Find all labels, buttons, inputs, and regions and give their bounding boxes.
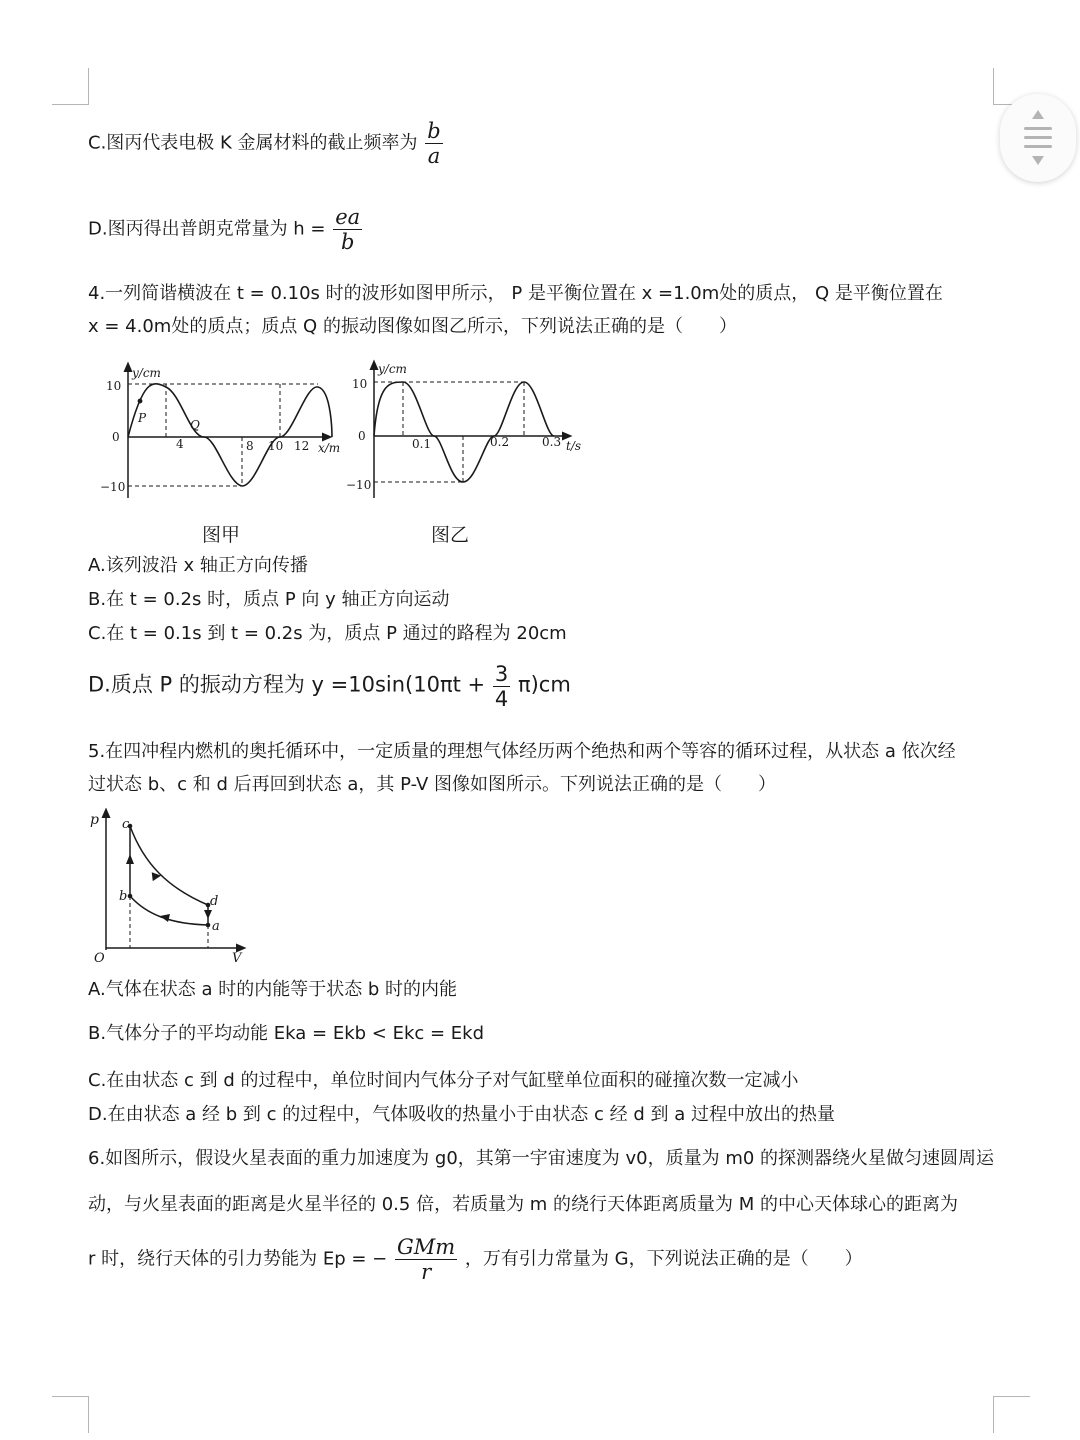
fraction-denominator: r [421, 1260, 432, 1285]
q3-option-d-text: D.图丙得出普朗克常量为 h = [88, 218, 326, 240]
point-p-label: P [138, 411, 147, 425]
q4-stem-line-2: x = 4.0m处的质点；质点 Q 的振动图像如图乙所示，下列说法正确的是（ ） [88, 316, 737, 337]
state-c-label: c [122, 817, 130, 832]
q4-option-d [88, 663, 571, 710]
y-tick-label: −10 [100, 480, 126, 494]
fraction-gmm-over-r [395, 1236, 457, 1283]
q3-option-c [88, 120, 445, 167]
y-tick-label: 0 [358, 429, 366, 443]
x-tick-label: 8 [246, 439, 254, 453]
arrow-left-icon [160, 914, 170, 922]
q3-option-d [88, 206, 364, 253]
q5-stem-line-1: 5.在四冲程内燃机的奥托循环中，一定质量的理想气体经历两个绝热和两个等容的循环过程，从状态 a 依次经 [88, 741, 956, 762]
fraction-denominator: b [341, 230, 355, 255]
fraction-3-over-4 [493, 663, 510, 710]
q4-stem-line-1: 4.一列简谐横波在 t = 0.10s 时的波形如图甲所示， P 是平衡位置在 x =1.0m处的质点， Q 是平衡位置在 [88, 283, 943, 304]
fraction-numerator: GMm [396, 1235, 456, 1259]
x-tick-label: 12 [294, 439, 310, 453]
x-axis-label: t/s [566, 439, 582, 453]
arrow-down-icon [204, 910, 212, 919]
x-axis-label: x/m [318, 441, 341, 455]
y-tick-label: 10 [106, 379, 122, 393]
p-axis-label: p [90, 812, 99, 828]
scroll-arrows-icon [1000, 94, 1076, 182]
q6-stem-line-3 [88, 1236, 863, 1283]
figure-caption-jia: 图甲 [202, 524, 241, 546]
vibration-curve [374, 382, 554, 482]
adiabatic-c-d [130, 826, 208, 905]
figure-caption-yi: 图乙 [431, 524, 470, 546]
q4-option-c: C.在 t = 0.1s 到 t = 0.2s 为，质点 P 通过的路程为 20cm [88, 623, 567, 644]
q4-option-a: A.该列波沿 x 轴正方向传播 [88, 555, 308, 576]
origin-label: O [94, 951, 105, 966]
q4-option-b: B.在 t = 0.2s 时，质点 P 向 y 轴正方向运动 [88, 589, 450, 610]
state-b-point [128, 894, 133, 899]
point-q-label: Q [190, 418, 200, 432]
vibration-graph-yi [346, 358, 586, 508]
q3-option-c-text: C.图丙代表电极 K 金属材料的截止频率为 [88, 132, 418, 154]
y-tick-label: 10 [352, 377, 368, 391]
fraction-denominator: a [427, 144, 441, 169]
arrow-up-icon [126, 854, 134, 864]
q5-option-a: A.气体在状态 a 时的内能等于状态 b 时的内能 [88, 979, 458, 1000]
wave-curve [128, 384, 332, 486]
q5-option-c: C.在由状态 c 到 d 的过程中，单位时间内气体分子对气缸壁单位面积的碰撞次数一定减小 [88, 1070, 799, 1091]
q5-option-d: D.在由状态 a 经 b 到 c 的过程中，气体吸收的热量小于由状态 c 经 d 到 a 过程中放出的热量 [88, 1104, 835, 1125]
q4-option-d-text: D.质点 P 的振动方程为 y =10sin(10πt + [88, 672, 486, 697]
state-d-label: d [210, 894, 219, 909]
y-tick-label: 0 [112, 430, 120, 444]
fraction-numerator: 3 [494, 662, 509, 686]
page-corner-bottom-left [52, 1396, 89, 1433]
point-p-marker [138, 399, 143, 404]
q6-stem-line-1: 6.如图所示，假设火星表面的重力加速度为 g0，其第一宇宙速度为 v0，质量为 m0 的探测器绕火星做匀速圆周运 [88, 1148, 995, 1169]
q6-stem-line-3-tail: ，万有引力常量为 G，下列说法正确的是（ ） [464, 1248, 863, 1270]
fraction-b-over-a [425, 120, 442, 167]
fraction-numerator: b [427, 119, 441, 143]
otto-cycle-pv-graph [88, 808, 248, 968]
q5-stem-line-2: 过状态 b、c 和 d 后再回到状态 a，其 P-V 图像如图所示。下列说法正确的是（ ） [88, 774, 777, 795]
page-corner-bottom-right [993, 1396, 1030, 1433]
x-tick-label: 0.1 [412, 437, 432, 451]
y-tick-label: −10 [346, 478, 372, 492]
fraction-denominator: 4 [494, 687, 509, 712]
state-a-label: a [212, 919, 220, 934]
x-tick-label: 4 [176, 437, 184, 451]
state-a-point [206, 923, 211, 928]
fraction-numerator: ea [335, 205, 361, 229]
x-tick-label: 0.3 [542, 435, 562, 449]
fraction-ea-over-b [333, 206, 362, 253]
wave-graph-jia [96, 360, 348, 510]
v-axis-label: V [232, 951, 242, 966]
q5-option-b: B.气体分子的平均动能 Eka = Ekb < Ekc = Ekd [88, 1023, 485, 1044]
x-tick-label: 0.2 [490, 435, 510, 449]
state-b-label: b [119, 889, 128, 904]
q6-stem-line-2: 动，与火星表面的距离是火星半径的 0.5 倍，若质量为 m 的绕行天体距离质量为 M 的中心天体球心的距离为 [88, 1194, 959, 1215]
page-corner-top-left [52, 68, 89, 105]
q6-stem-line-3-text: r 时，绕行天体的引力势能为 Ep = − [88, 1248, 388, 1270]
y-axis-label: y/cm [132, 366, 161, 380]
x-tick-label: 10 [268, 439, 284, 453]
q4-option-d-tail: π)cm [517, 672, 571, 697]
y-axis-label: y/cm [378, 362, 407, 376]
scroll-handle[interactable] [1000, 94, 1076, 182]
